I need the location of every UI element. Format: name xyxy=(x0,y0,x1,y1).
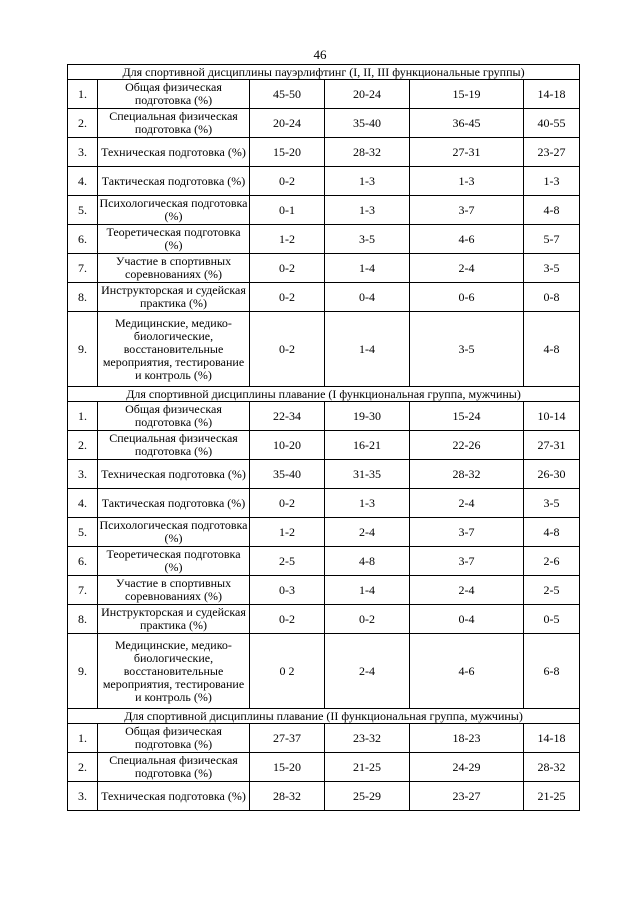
table-row xyxy=(68,138,580,167)
value-cell: 1-3 xyxy=(325,167,410,196)
row-number: 8. xyxy=(68,605,98,634)
table-row xyxy=(68,605,580,634)
table-row xyxy=(68,489,580,518)
value-cell: 22-34 xyxy=(250,402,325,431)
value-cell: 28-32 xyxy=(250,782,325,811)
value-cell: 45-50 xyxy=(250,80,325,109)
value-cell: 3-7 xyxy=(410,196,524,225)
row-number: 1. xyxy=(68,80,98,109)
value-cell: 0-4 xyxy=(410,605,524,634)
value-cell: 0-2 xyxy=(325,605,410,634)
training-type: Специальная физическая подготовка (%) xyxy=(98,109,250,138)
value-cell: 0-2 xyxy=(250,605,325,634)
value-cell: 4-6 xyxy=(410,634,524,709)
value-cell: 35-40 xyxy=(250,460,325,489)
value-cell: 2-4 xyxy=(325,518,410,547)
value-cell: 1-2 xyxy=(250,225,325,254)
value-cell: 15-20 xyxy=(250,753,325,782)
page-number: 46 xyxy=(313,47,327,62)
value-cell: 20-24 xyxy=(325,80,410,109)
value-cell: 3-5 xyxy=(410,312,524,387)
row-number: 4. xyxy=(68,167,98,196)
training-type: Специальная физическая подготовка (%) xyxy=(98,431,250,460)
row-number: 6. xyxy=(68,547,98,576)
row-number: 5. xyxy=(68,518,98,547)
training-type: Техническая подготовка (%) xyxy=(98,460,250,489)
table-row xyxy=(68,196,580,225)
value-cell: 1-3 xyxy=(325,489,410,518)
row-number: 3. xyxy=(68,460,98,489)
table-row xyxy=(68,312,580,387)
row-number: 3. xyxy=(68,138,98,167)
section-title: Для спортивной дисциплины плавание (II функциональная группа, мужчины) xyxy=(68,709,580,724)
value-cell: 21-25 xyxy=(325,753,410,782)
table-row xyxy=(68,80,580,109)
table-row xyxy=(68,109,580,138)
value-cell: 0-1 xyxy=(250,196,325,225)
training-type: Тактическая подготовка (%) xyxy=(98,167,250,196)
value-cell: 2-4 xyxy=(410,489,524,518)
value-cell: 0-2 xyxy=(250,254,325,283)
row-number: 2. xyxy=(68,431,98,460)
training-type: Теоретическая подготовка (%) xyxy=(98,225,250,254)
value-cell: 10-20 xyxy=(250,431,325,460)
value-cell: 3-5 xyxy=(524,254,580,283)
table-row xyxy=(68,167,580,196)
training-type: Техническая подготовка (%) xyxy=(98,782,250,811)
table-row xyxy=(68,518,580,547)
value-cell: 1-4 xyxy=(325,254,410,283)
training-type: Инструкторская и судейская практика (%) xyxy=(98,283,250,312)
table-row xyxy=(68,576,580,605)
training-type: Медицинские, медико-биологические, восстановительные мероприятия, тестирование и контроль (%) xyxy=(98,312,250,387)
value-cell: 2-4 xyxy=(410,254,524,283)
value-cell: 2-5 xyxy=(250,547,325,576)
value-cell: 20-24 xyxy=(250,109,325,138)
section-header-row xyxy=(68,65,580,80)
value-cell: 16-21 xyxy=(325,431,410,460)
training-type: Общая физическая подготовка (%) xyxy=(98,402,250,431)
training-type: Медицинские, медико-биологические, восстановительные мероприятия, тестирование и контроль (%) xyxy=(98,634,250,709)
training-type: Тактическая подготовка (%) xyxy=(98,489,250,518)
training-norms-table xyxy=(67,64,580,811)
value-cell: 28-32 xyxy=(410,460,524,489)
value-cell: 24-29 xyxy=(410,753,524,782)
row-number: 2. xyxy=(68,753,98,782)
value-cell: 2-4 xyxy=(410,576,524,605)
value-cell: 0-2 xyxy=(250,167,325,196)
table-row xyxy=(68,724,580,753)
value-cell: 0-2 xyxy=(250,312,325,387)
training-type: Инструкторская и судейская практика (%) xyxy=(98,605,250,634)
training-type: Техническая подготовка (%) xyxy=(98,138,250,167)
training-type: Психологическая подготовка (%) xyxy=(98,196,250,225)
value-cell: 10-14 xyxy=(524,402,580,431)
training-type: Специальная физическая подготовка (%) xyxy=(98,753,250,782)
value-cell: 40-55 xyxy=(524,109,580,138)
table-row xyxy=(68,431,580,460)
table-row xyxy=(68,402,580,431)
value-cell: 4-8 xyxy=(325,547,410,576)
value-cell: 0-6 xyxy=(410,283,524,312)
value-cell: 23-27 xyxy=(524,138,580,167)
value-cell: 31-35 xyxy=(325,460,410,489)
training-type: Участие в спортивных соревнованиях (%) xyxy=(98,254,250,283)
training-type: Общая физическая подготовка (%) xyxy=(98,724,250,753)
training-type: Участие в спортивных соревнованиях (%) xyxy=(98,576,250,605)
value-cell: 15-19 xyxy=(410,80,524,109)
value-cell: 25-29 xyxy=(325,782,410,811)
value-cell: 0-2 xyxy=(250,489,325,518)
value-cell: 27-31 xyxy=(410,138,524,167)
table-row xyxy=(68,283,580,312)
row-number: 9. xyxy=(68,312,98,387)
section-header-row xyxy=(68,709,580,724)
table-row xyxy=(68,460,580,489)
value-cell: 0-4 xyxy=(325,283,410,312)
row-number: 2. xyxy=(68,109,98,138)
section-header-row xyxy=(68,387,580,402)
value-cell: 28-32 xyxy=(325,138,410,167)
value-cell: 36-45 xyxy=(410,109,524,138)
value-cell: 1-2 xyxy=(250,518,325,547)
value-cell: 26-30 xyxy=(524,460,580,489)
value-cell: 1-3 xyxy=(325,196,410,225)
value-cell: 2-4 xyxy=(325,634,410,709)
table-row xyxy=(68,225,580,254)
value-cell: 5-7 xyxy=(524,225,580,254)
value-cell: 0 2 xyxy=(250,634,325,709)
value-cell: 2-5 xyxy=(524,576,580,605)
training-type: Теоретическая подготовка (%) xyxy=(98,547,250,576)
value-cell: 4-8 xyxy=(524,196,580,225)
value-cell: 28-32 xyxy=(524,753,580,782)
value-cell: 19-30 xyxy=(325,402,410,431)
value-cell: 0-5 xyxy=(524,605,580,634)
training-type: Психологическая подготовка (%) xyxy=(98,518,250,547)
value-cell: 2-6 xyxy=(524,547,580,576)
value-cell: 6-8 xyxy=(524,634,580,709)
value-cell: 23-32 xyxy=(325,724,410,753)
row-number: 6. xyxy=(68,225,98,254)
value-cell: 1-3 xyxy=(410,167,524,196)
value-cell: 23-27 xyxy=(410,782,524,811)
section-title: Для спортивной дисциплины плавание (I функциональная группа, мужчины) xyxy=(68,387,580,402)
row-number: 9. xyxy=(68,634,98,709)
value-cell: 15-20 xyxy=(250,138,325,167)
value-cell: 15-24 xyxy=(410,402,524,431)
value-cell: 3-7 xyxy=(410,547,524,576)
value-cell: 22-26 xyxy=(410,431,524,460)
row-number: 1. xyxy=(68,402,98,431)
value-cell: 1-4 xyxy=(325,576,410,605)
value-cell: 3-7 xyxy=(410,518,524,547)
row-number: 7. xyxy=(68,576,98,605)
value-cell: 4-8 xyxy=(524,312,580,387)
row-number: 3. xyxy=(68,782,98,811)
value-cell: 27-31 xyxy=(524,431,580,460)
value-cell: 3-5 xyxy=(325,225,410,254)
row-number: 7. xyxy=(68,254,98,283)
table-row xyxy=(68,753,580,782)
value-cell: 1-3 xyxy=(524,167,580,196)
value-cell: 35-40 xyxy=(325,109,410,138)
row-number: 1. xyxy=(68,724,98,753)
value-cell: 4-8 xyxy=(524,518,580,547)
value-cell: 4-6 xyxy=(410,225,524,254)
value-cell: 0-3 xyxy=(250,576,325,605)
training-type: Общая физическая подготовка (%) xyxy=(98,80,250,109)
table-row xyxy=(68,634,580,709)
value-cell: 18-23 xyxy=(410,724,524,753)
value-cell: 0-8 xyxy=(524,283,580,312)
row-number: 4. xyxy=(68,489,98,518)
value-cell: 1-4 xyxy=(325,312,410,387)
row-number: 5. xyxy=(68,196,98,225)
value-cell: 21-25 xyxy=(524,782,580,811)
table-row xyxy=(68,782,580,811)
section-title: Для спортивной дисциплины пауэрлифтинг (I, II, III функциональные группы) xyxy=(68,65,580,80)
table-row xyxy=(68,547,580,576)
value-cell: 14-18 xyxy=(524,724,580,753)
value-cell: 27-37 xyxy=(250,724,325,753)
table-row xyxy=(68,254,580,283)
value-cell: 14-18 xyxy=(524,80,580,109)
value-cell: 3-5 xyxy=(524,489,580,518)
row-number: 8. xyxy=(68,283,98,312)
value-cell: 0-2 xyxy=(250,283,325,312)
